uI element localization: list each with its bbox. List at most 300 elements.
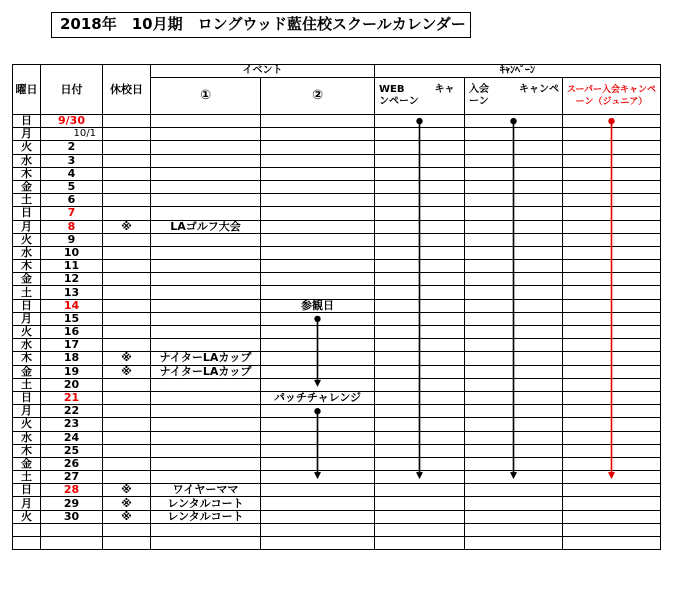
- campaign-super-cell: [563, 497, 661, 510]
- campaign-super-cell: [563, 220, 661, 233]
- event2-cell: [261, 167, 375, 180]
- campaign-super-cell: [563, 154, 661, 167]
- campaign-web-cell: [375, 537, 465, 550]
- table-row: [13, 141, 661, 154]
- table-row: [13, 154, 661, 167]
- weekday-cell: 月: [13, 405, 41, 418]
- campaign-join-cell: [465, 378, 563, 391]
- closed-cell: [103, 207, 151, 220]
- campaign-web-cell: [375, 207, 465, 220]
- campaign-super-cell: [563, 326, 661, 339]
- header-campaign-web: WEB キャンペーン: [375, 78, 465, 115]
- header-weekday: 曜日: [13, 65, 41, 115]
- event1-cell: [151, 286, 261, 299]
- weekday-cell: 月: [13, 128, 41, 141]
- table-row: [13, 444, 661, 457]
- weekday-cell: 月: [13, 312, 41, 325]
- event2-cell: [261, 312, 375, 325]
- campaign-join-cell: [465, 444, 563, 457]
- closed-cell: [103, 523, 151, 536]
- campaign-super-cell: [563, 233, 661, 246]
- campaign-web-cell: [375, 115, 465, 128]
- event1-cell: [151, 141, 261, 154]
- campaign-web-cell: [375, 286, 465, 299]
- campaign-join-cell: [465, 484, 563, 497]
- campaign-join-cell: [465, 194, 563, 207]
- event2-cell: [261, 378, 375, 391]
- campaign-web-cell: [375, 418, 465, 431]
- event1-cell: [151, 339, 261, 352]
- closed-cell: [103, 128, 151, 141]
- campaign-join-cell: [465, 497, 563, 510]
- campaign-super-cell: [563, 484, 661, 497]
- closed-cell: [103, 537, 151, 550]
- campaign-web-cell: [375, 391, 465, 404]
- campaign-web-cell: [375, 365, 465, 378]
- date-cell: 17: [41, 339, 103, 352]
- event2-cell: [261, 444, 375, 457]
- weekday-cell: 水: [13, 431, 41, 444]
- event1-cell: [151, 312, 261, 325]
- campaign-join-cell: [465, 431, 563, 444]
- date-cell: 15: [41, 312, 103, 325]
- weekday-cell: 土: [13, 471, 41, 484]
- weekday-cell: 木: [13, 352, 41, 365]
- campaign-join-cell: [465, 523, 563, 536]
- table-row: [13, 339, 661, 352]
- event2-cell: [261, 418, 375, 431]
- event1-cell: [151, 180, 261, 193]
- weekday-cell: 金: [13, 457, 41, 470]
- campaign-web-cell: [375, 246, 465, 259]
- campaign-join-cell: [465, 154, 563, 167]
- campaign-super-cell: [563, 312, 661, 325]
- closed-cell: [103, 115, 151, 128]
- campaign-super-cell: [563, 537, 661, 550]
- campaign-join-cell: [465, 418, 563, 431]
- event2-cell: [261, 233, 375, 246]
- event2-cell: [261, 326, 375, 339]
- weekday-cell: 火: [13, 510, 41, 523]
- weekday-cell: 日: [13, 299, 41, 312]
- campaign-web-cell: [375, 312, 465, 325]
- campaign-web-cell: [375, 233, 465, 246]
- event1-cell: レンタルコート: [151, 497, 261, 510]
- date-cell: 12: [41, 273, 103, 286]
- campaign-web-cell: [375, 339, 465, 352]
- campaign-super-cell: [563, 471, 661, 484]
- campaign-super-cell: [563, 339, 661, 352]
- campaign-web-cell: [375, 471, 465, 484]
- campaign-web-cell: [375, 154, 465, 167]
- weekday-cell: 水: [13, 154, 41, 167]
- campaign-join-cell: [465, 299, 563, 312]
- campaign-super-cell: [563, 457, 661, 470]
- closed-cell: [103, 299, 151, 312]
- closed-cell: [103, 444, 151, 457]
- date-cell: 14: [41, 299, 103, 312]
- event1-cell: [151, 154, 261, 167]
- table-row: [13, 457, 661, 470]
- date-cell: 25: [41, 444, 103, 457]
- date-cell: 30: [41, 510, 103, 523]
- event1-cell: [151, 260, 261, 273]
- table-row: [13, 180, 661, 193]
- closed-cell: [103, 378, 151, 391]
- campaign-web-cell: [375, 510, 465, 523]
- header-date: 日付: [41, 65, 103, 115]
- table-row: [13, 260, 661, 273]
- campaign-super-cell: [563, 167, 661, 180]
- event2-cell: [261, 339, 375, 352]
- campaign-web-cell: [375, 194, 465, 207]
- campaign-super-cell: [563, 286, 661, 299]
- date-cell: 19: [41, 365, 103, 378]
- table-row: [13, 497, 661, 510]
- campaign-join-cell: [465, 471, 563, 484]
- campaign-join-cell: [465, 273, 563, 286]
- table-row: [13, 286, 661, 299]
- campaign-join-cell: [465, 233, 563, 246]
- table-row: [13, 312, 661, 325]
- campaign-join-cell: [465, 220, 563, 233]
- event1-cell: [151, 207, 261, 220]
- table-row: [13, 431, 661, 444]
- weekday-cell: 水: [13, 246, 41, 259]
- weekday-cell: 木: [13, 444, 41, 457]
- campaign-web-cell: [375, 180, 465, 193]
- campaign-join-cell: [465, 207, 563, 220]
- event2-cell: [261, 194, 375, 207]
- weekday-cell: 火: [13, 326, 41, 339]
- campaign-web-cell: [375, 326, 465, 339]
- campaign-super-cell: [563, 207, 661, 220]
- campaign-join-cell: [465, 312, 563, 325]
- header-event-group: イベント: [151, 65, 375, 78]
- header-event-1: ①: [151, 78, 261, 115]
- campaign-super-cell: [563, 180, 661, 193]
- closed-cell: [103, 405, 151, 418]
- event1-cell: [151, 128, 261, 141]
- weekday-cell: 月: [13, 220, 41, 233]
- header-row-group: [13, 65, 661, 78]
- event2-cell: [261, 471, 375, 484]
- date-cell: 18: [41, 352, 103, 365]
- event1-cell: [151, 471, 261, 484]
- event1-cell: [151, 326, 261, 339]
- closed-cell: [103, 286, 151, 299]
- header-closed: 休校日: [103, 65, 151, 115]
- weekday-cell: 木: [13, 260, 41, 273]
- campaign-super-cell: [563, 141, 661, 154]
- date-cell: 10: [41, 246, 103, 259]
- campaign-join-cell: [465, 339, 563, 352]
- campaign-super-cell: [563, 299, 661, 312]
- campaign-super-cell: [563, 128, 661, 141]
- campaign-web-cell: [375, 167, 465, 180]
- event2-cell: [261, 246, 375, 259]
- closed-cell: [103, 246, 151, 259]
- campaign-web-cell: [375, 141, 465, 154]
- event1-cell: [151, 405, 261, 418]
- table-row: [13, 352, 661, 365]
- campaign-join-cell: [465, 260, 563, 273]
- campaign-join-cell: [465, 180, 563, 193]
- event2-cell: [261, 180, 375, 193]
- table-row: [13, 378, 661, 391]
- event2-cell: [261, 457, 375, 470]
- campaign-super-cell: [563, 194, 661, 207]
- weekday-cell: 日: [13, 207, 41, 220]
- closed-cell: ※: [103, 365, 151, 378]
- campaign-join-cell: [465, 115, 563, 128]
- header-campaign-super: スーパー入会キャンペーン（ジュニア）: [563, 78, 661, 115]
- campaign-super-cell: [563, 260, 661, 273]
- event2-cell: [261, 207, 375, 220]
- header-event-2: ②: [261, 78, 375, 115]
- table-row: [13, 128, 661, 141]
- closed-cell: [103, 273, 151, 286]
- event1-cell: [151, 431, 261, 444]
- event1-cell: [151, 233, 261, 246]
- event1-cell: [151, 194, 261, 207]
- event2-cell: [261, 352, 375, 365]
- weekday-cell: [13, 523, 41, 536]
- campaign-web-cell: [375, 220, 465, 233]
- date-cell: 28: [41, 484, 103, 497]
- campaign-super-cell: [563, 365, 661, 378]
- event1-cell: [151, 391, 261, 404]
- closed-cell: [103, 471, 151, 484]
- date-cell: 10/1: [41, 128, 103, 141]
- campaign-join-cell: [465, 352, 563, 365]
- page-title: 2018年 10月期 ロングウッド藍住校スクールカレンダー: [51, 12, 471, 38]
- date-cell: 11: [41, 260, 103, 273]
- event2-cell: [261, 405, 375, 418]
- closed-cell: ※: [103, 497, 151, 510]
- table-row: [13, 405, 661, 418]
- weekday-cell: 月: [13, 497, 41, 510]
- campaign-join-cell: [465, 510, 563, 523]
- campaign-web-cell: [375, 444, 465, 457]
- campaign-web-cell: [375, 273, 465, 286]
- event1-cell: [151, 523, 261, 536]
- closed-cell: ※: [103, 510, 151, 523]
- closed-cell: [103, 233, 151, 246]
- event2-cell: [261, 273, 375, 286]
- weekday-cell: 水: [13, 339, 41, 352]
- date-cell: 3: [41, 154, 103, 167]
- table-row: [13, 194, 661, 207]
- date-cell: 26: [41, 457, 103, 470]
- weekday-cell: 火: [13, 418, 41, 431]
- date-cell: 7: [41, 207, 103, 220]
- event1-cell: [151, 167, 261, 180]
- weekday-cell: 日: [13, 484, 41, 497]
- event2-cell: [261, 260, 375, 273]
- weekday-cell: 土: [13, 194, 41, 207]
- date-cell: 21: [41, 391, 103, 404]
- campaign-join-cell: [465, 326, 563, 339]
- campaign-web-cell: [375, 260, 465, 273]
- table-row: [13, 365, 661, 378]
- event2-cell: [261, 497, 375, 510]
- closed-cell: [103, 154, 151, 167]
- campaign-web-cell: [375, 431, 465, 444]
- calendar-table: [12, 64, 661, 550]
- closed-cell: [103, 312, 151, 325]
- event2-cell: [261, 128, 375, 141]
- date-cell: 24: [41, 431, 103, 444]
- event1-cell: [151, 273, 261, 286]
- weekday-cell: 火: [13, 141, 41, 154]
- date-cell: [41, 523, 103, 536]
- table-row: [13, 471, 661, 484]
- event1-cell: [151, 246, 261, 259]
- campaign-web-cell: [375, 352, 465, 365]
- date-cell: 22: [41, 405, 103, 418]
- weekday-cell: 土: [13, 378, 41, 391]
- weekday-cell: 土: [13, 286, 41, 299]
- header-campaign-join: 入会 キャンペーン: [465, 78, 563, 115]
- event2-cell: [261, 431, 375, 444]
- table-row: [13, 523, 661, 536]
- campaign-web-cell: [375, 405, 465, 418]
- campaign-super-cell: [563, 444, 661, 457]
- table-row: [13, 326, 661, 339]
- campaign-web-cell: [375, 378, 465, 391]
- closed-cell: ※: [103, 220, 151, 233]
- closed-cell: [103, 167, 151, 180]
- event2-cell: [261, 523, 375, 536]
- table-row: [13, 233, 661, 246]
- weekday-cell: 金: [13, 273, 41, 286]
- campaign-join-cell: [465, 457, 563, 470]
- table-row: [13, 418, 661, 431]
- table-row: [13, 273, 661, 286]
- weekday-cell: [13, 537, 41, 550]
- campaign-super-cell: [563, 431, 661, 444]
- campaign-web-cell: [375, 457, 465, 470]
- date-cell: 20: [41, 378, 103, 391]
- table-row: [13, 220, 661, 233]
- event1-cell: [151, 444, 261, 457]
- event2-cell: [261, 537, 375, 550]
- closed-cell: [103, 418, 151, 431]
- date-cell: 9/30: [41, 115, 103, 128]
- closed-cell: [103, 457, 151, 470]
- date-cell: 23: [41, 418, 103, 431]
- event2-cell: [261, 510, 375, 523]
- date-cell: 8: [41, 220, 103, 233]
- event1-cell: [151, 115, 261, 128]
- date-cell: 13: [41, 286, 103, 299]
- campaign-super-cell: [563, 273, 661, 286]
- event1-cell: [151, 457, 261, 470]
- closed-cell: [103, 260, 151, 273]
- closed-cell: ※: [103, 352, 151, 365]
- campaign-web-cell: [375, 497, 465, 510]
- event1-cell: レンタルコート: [151, 510, 261, 523]
- event2-cell: パッチチャレンジ: [261, 391, 375, 404]
- closed-cell: [103, 339, 151, 352]
- date-cell: 29: [41, 497, 103, 510]
- weekday-cell: 火: [13, 233, 41, 246]
- date-cell: 16: [41, 326, 103, 339]
- event1-cell: [151, 537, 261, 550]
- event2-cell: [261, 220, 375, 233]
- event2-cell: [261, 141, 375, 154]
- date-cell: 4: [41, 167, 103, 180]
- closed-cell: [103, 194, 151, 207]
- table-row: [13, 299, 661, 312]
- date-cell: 6: [41, 194, 103, 207]
- event1-cell: ナイターLAカップ: [151, 352, 261, 365]
- weekday-cell: 金: [13, 180, 41, 193]
- campaign-super-cell: [563, 523, 661, 536]
- campaign-super-cell: [563, 378, 661, 391]
- date-cell: 27: [41, 471, 103, 484]
- campaign-super-cell: [563, 391, 661, 404]
- campaign-join-cell: [465, 391, 563, 404]
- campaign-super-cell: [563, 246, 661, 259]
- closed-cell: [103, 431, 151, 444]
- closed-cell: [103, 141, 151, 154]
- weekday-cell: 金: [13, 365, 41, 378]
- table-row: [13, 167, 661, 180]
- date-cell: [41, 537, 103, 550]
- campaign-join-cell: [465, 167, 563, 180]
- closed-cell: [103, 326, 151, 339]
- weekday-cell: 木: [13, 167, 41, 180]
- campaign-join-cell: [465, 141, 563, 154]
- closed-cell: [103, 180, 151, 193]
- campaign-join-cell: [465, 537, 563, 550]
- weekday-cell: 日: [13, 115, 41, 128]
- event1-cell: ナイターLAカップ: [151, 365, 261, 378]
- date-cell: 5: [41, 180, 103, 193]
- campaign-web-cell: [375, 523, 465, 536]
- table-row: [13, 207, 661, 220]
- event1-cell: [151, 418, 261, 431]
- campaign-super-cell: [563, 352, 661, 365]
- event2-cell: [261, 484, 375, 497]
- campaign-join-cell: [465, 246, 563, 259]
- table-row: [13, 115, 661, 128]
- event2-cell: [261, 365, 375, 378]
- header-campaign-group: ｷｬﾝﾍﾟｰﾝ: [375, 65, 661, 78]
- campaign-join-cell: [465, 286, 563, 299]
- closed-cell: ※: [103, 484, 151, 497]
- campaign-join-cell: [465, 128, 563, 141]
- event2-cell: [261, 286, 375, 299]
- event1-cell: [151, 299, 261, 312]
- campaign-super-cell: [563, 405, 661, 418]
- event1-cell: ワイヤーママ: [151, 484, 261, 497]
- event1-cell: LAゴルフ大会: [151, 220, 261, 233]
- table-row: [13, 537, 661, 550]
- event2-cell: [261, 154, 375, 167]
- date-cell: 2: [41, 141, 103, 154]
- table-row: [13, 510, 661, 523]
- campaign-super-cell: [563, 418, 661, 431]
- closed-cell: [103, 391, 151, 404]
- event1-cell: [151, 378, 261, 391]
- table-row: [13, 391, 661, 404]
- event2-cell: 参観日: [261, 299, 375, 312]
- table-row: [13, 484, 661, 497]
- table-row: [13, 246, 661, 259]
